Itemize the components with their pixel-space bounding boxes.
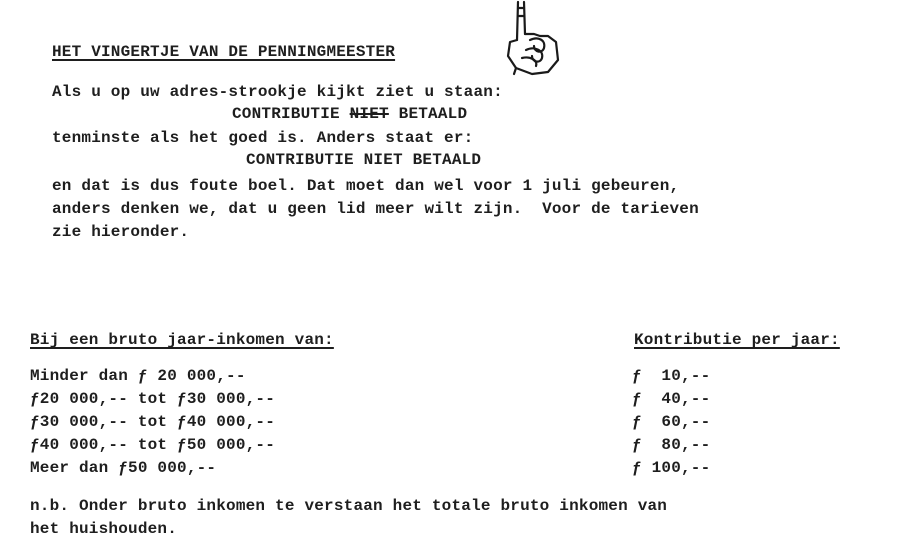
footnote-line-2: het huishouden. (30, 520, 178, 538)
fee-cell: ƒ 60,-- (632, 413, 711, 431)
fee-column-header: Kontributie per jaar: (634, 331, 840, 349)
intro-line-6: anders denken we, dat u geen lid meer wilt zijn. Voor de tarieven (52, 200, 699, 218)
fee-cell: ƒ 40,-- (632, 390, 711, 408)
footnote-line-1: n.b. Onder bruto inkomen te verstaan het totale bruto inkomen van (30, 497, 668, 515)
struck-word: NIET (349, 105, 389, 123)
intro-line-5: en dat is dus foute boel. Dat moet dan wel voor 1 juli gebeuren, (52, 177, 680, 195)
income-cell: ƒ30 000,-- tot ƒ40 000,-- (30, 413, 276, 431)
fee-cell: ƒ 100,-- (632, 459, 711, 477)
status-example-paid-prefix: CONTRIBUTIE (232, 105, 350, 123)
intro-line-1: Als u op uw adres-strookje kijkt ziet u staan: (52, 83, 503, 101)
income-column-header: Bij een bruto jaar-inkomen van: (30, 331, 334, 349)
income-cell: ƒ40 000,-- tot ƒ50 000,-- (30, 436, 276, 454)
pointing-hand-icon (504, 0, 566, 78)
intro-line-7: zie hieronder. (52, 223, 190, 241)
status-example-unpaid: CONTRIBUTIE NIET BETAALD (246, 151, 482, 169)
fee-cell: ƒ 10,-- (632, 367, 711, 385)
income-cell: Meer dan ƒ50 000,-- (30, 459, 217, 477)
income-cell: Minder dan ƒ 20 000,-- (30, 367, 246, 385)
status-example-paid (232, 104, 467, 124)
page-title: HET VINGERTJE VAN DE PENNINGMEESTER (52, 43, 396, 61)
income-cell: ƒ20 000,-- tot ƒ30 000,-- (30, 390, 276, 408)
intro-line-3: tenminste als het goed is. Anders staat er: (52, 129, 474, 147)
fee-cell: ƒ 80,-- (632, 436, 711, 454)
status-example-paid-suffix: BETAALD (388, 105, 468, 123)
